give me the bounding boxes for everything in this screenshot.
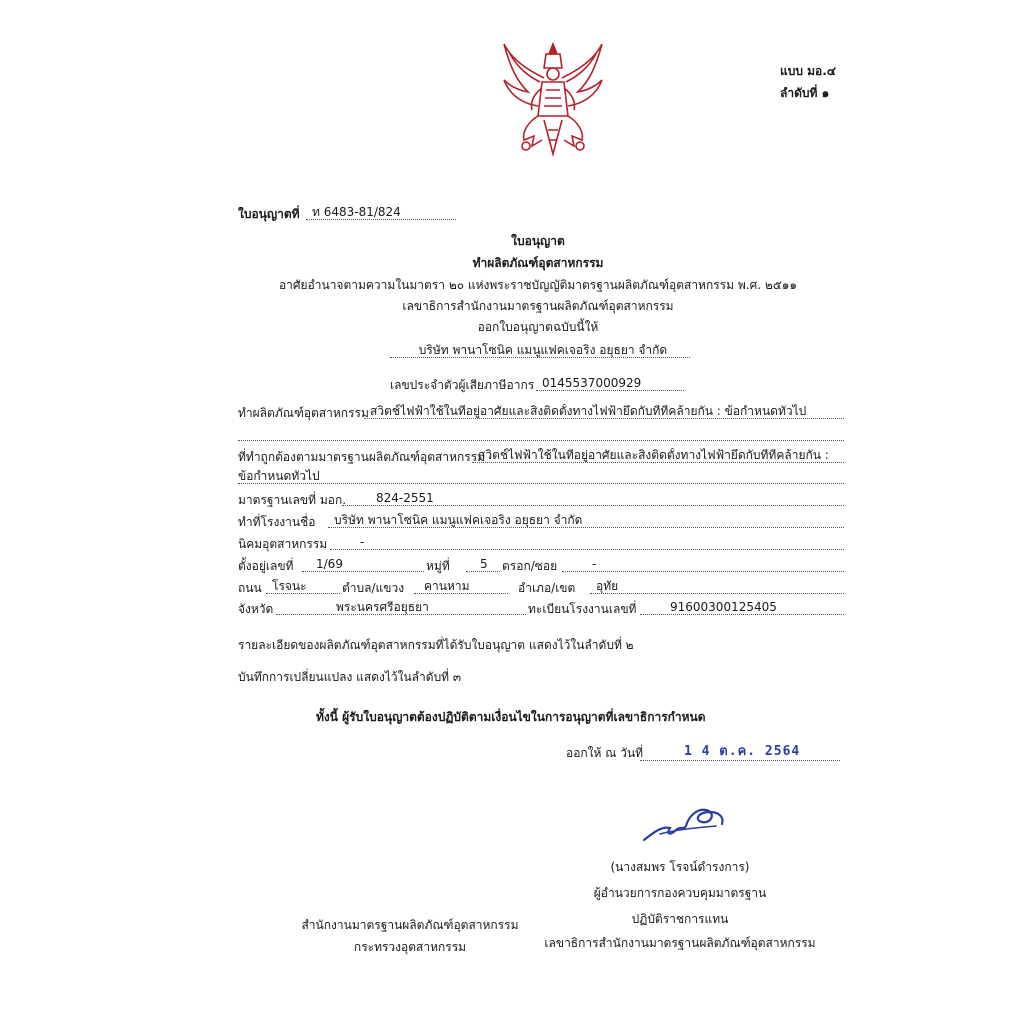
product-value: สวิตช์ไฟฟ้าใช้ในที่อยู่อาศัยและสิ่งติดตั้งทางไฟฟ้ายึดกับที่ที่คล้ายกัน : ข้อกำหนดทั่วไป [364,404,844,419]
authority-clause: อาศัยอำนาจตามความในมาตรา ๒๐ แห่งพระราชบัญญัติมาตรฐานผลิตภัณฑ์อุตสาหกรรม พ.ศ. ๒๕๑๑ [278,278,798,292]
document-subtitle: ทำผลิตภัณฑ์อุตสาหกรรม [472,256,604,270]
subdistrict-label: ตำบล/แขวง [342,581,405,595]
factory-label: ทำที่โรงงานชื่อ [238,515,316,529]
detail-note: รายละเอียดของผลิตภัณฑ์อุตสาหกรรมที่ได้รับใบอนุญาต แสดงไว้ในลำดับที่ ๒ [238,638,634,652]
road-value: โรจนะ [266,579,340,594]
standard-label: ที่ทำถูกต้องตามมาตรฐานผลิตภัณฑ์อุตสาหกรรม [238,450,486,464]
house-number-label: ตั้งอยู่เลขที่ [238,559,294,573]
signer-authority: เลขาธิการสำนักงานมาตรฐานผลิตภัณฑ์อุตสาหกรรม [544,936,816,950]
product-rule [238,440,844,441]
estate-label: นิคมอุตสาหกรรม [238,537,328,551]
district-value: อุทัย [590,579,844,594]
issue-date-label: ออกให้ ณ วันที่ [566,746,644,760]
district-label: อำเภอ/เขต [518,581,576,595]
signer-name: (นางสมพร โรจน์ดำรงการ) [610,860,750,874]
signer-acting: ปฏิบัติราชการแทน [631,912,729,926]
province-value: พระนครศรีอยุธยา [276,600,526,615]
document-title: ใบอนุญาต [511,234,565,248]
factory-registration-label: ทะเบียนโรงงานเลขที่ [528,602,637,616]
signer-position: ผู้อำนวยการกองควบคุมมาตรฐาน [593,886,767,900]
license-number-value: ท 6483-81/824 [306,205,456,220]
subdistrict-value: คานหาม [414,579,508,594]
license-number-label: ใบอนุญาตที่ [238,207,300,221]
factory-registration-value: 91600300125405 [640,600,844,615]
factory-value: บริษัท พานาโซนิค แมนูแฟคเจอริ่ง อยุธยา จำกัด [328,513,844,528]
moo-value: 5 [466,557,500,572]
tax-id-label: เลขประจำตัวผู้เสียภาษีอากร [390,378,535,392]
issue-date-handwritten: 1 4 ต.ค. 2564 [684,744,801,759]
change-record-note: บันทึกการเปลี่ยนแปลง แสดงไว้ในลำดับที่ ๓ [238,670,462,684]
soi-label: ตรอก/ซอย [502,559,558,573]
tis-number-label: มาตรฐานเลขที่ มอก. [238,493,347,507]
standard-value-line1: สวิตช์ไฟฟ้าใช้ในที่อยู่อาศัยและสิ่งติดตั้งทางไฟฟ้ายึดกับที่ที่คล้ายกัน : [472,448,844,463]
garuda-emblem-icon [498,40,608,158]
province-label: จังหวัด [238,602,274,616]
product-label: ทำผลิตภัณฑ์อุตสาหกรรม [238,406,369,420]
office-name: สำนักงานมาตรฐานผลิตภัณฑ์อุตสาหกรรม [301,918,519,932]
tax-id-value: 0145537000929 [536,376,684,391]
moo-label: หมู่ที่ [426,559,450,573]
soi-value: - [562,557,844,572]
road-label: ถนน [238,581,262,595]
grant-line: ออกใบอนุญาตฉบับนี้ให้ [477,320,599,334]
signature-icon [640,800,730,846]
licensee-name: บริษัท พานาโซนิค แมนูแฟคเจอริ่ง อยุธยา จำกัด [390,343,690,358]
tis-number-value: 824-2551 [342,491,844,506]
house-number-value: 1/69 [302,557,424,572]
condition-statement: ทั้งนี้ ผู้รับใบอนุญาตต้องปฏิบัติตามเงื่อนไขในการอนุญาตที่เลขาธิการกำหนด [316,710,706,724]
sequence-number: ลำดับที่ ๑ [780,86,830,100]
issuer-line: เลขาธิการสำนักงานมาตรฐานผลิตภัณฑ์อุตสาหกรรม [402,299,674,313]
ministry-name: กระทรวงอุตสาหกรรม [353,940,467,954]
issue-date-value [640,744,840,761]
standard-value-line2: ข้อกำหนดทั่วไป [238,469,844,484]
form-number: แบบ มอ.๔ [780,64,836,78]
estate-value: - [330,535,844,550]
